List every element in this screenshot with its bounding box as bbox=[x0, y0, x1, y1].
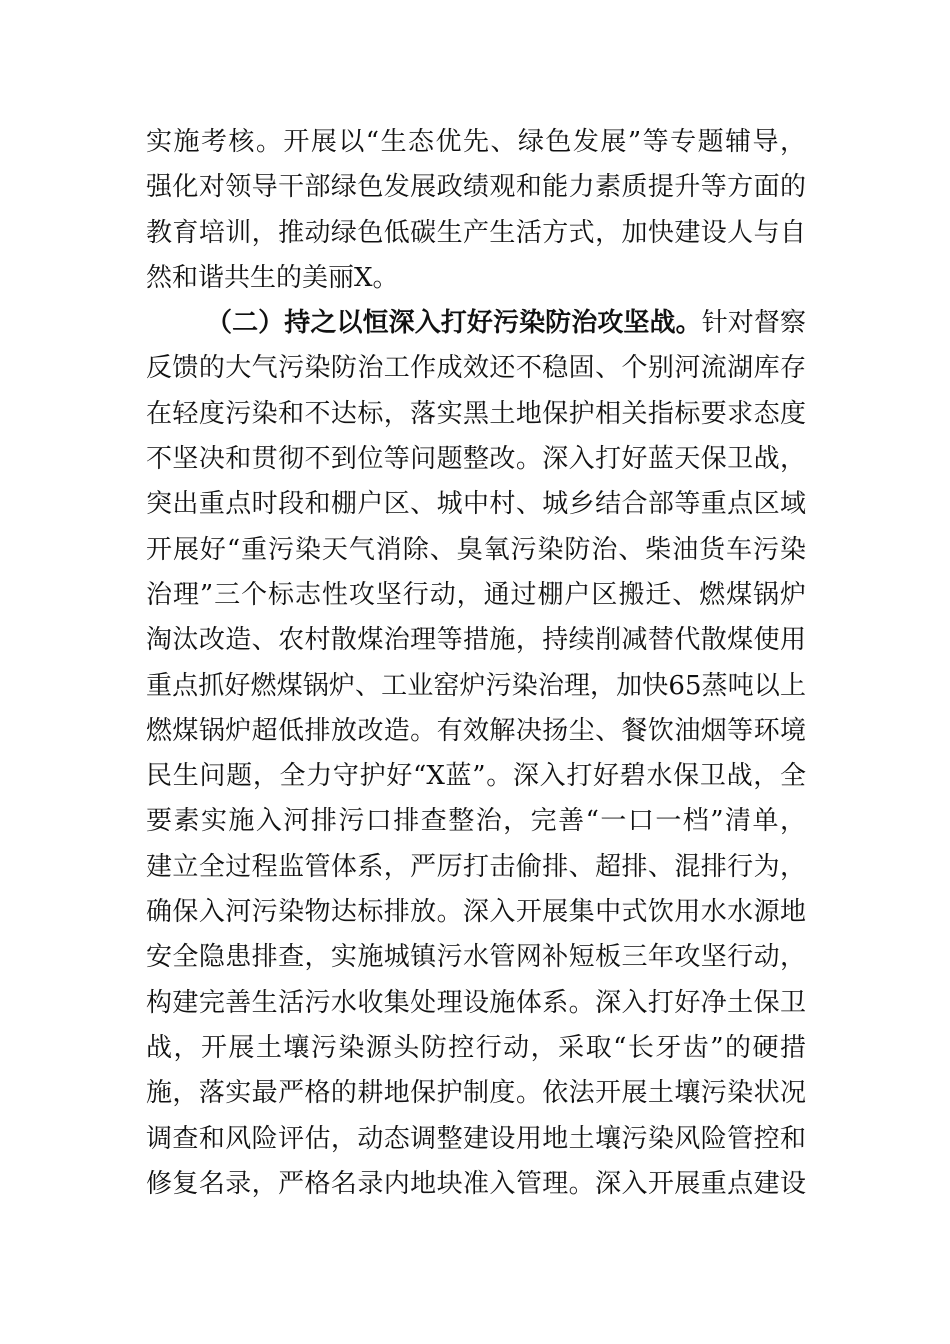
paragraph-first-line bbox=[146, 301, 806, 346]
text-line: 实施考核。开展以“生态优先、绿色发展”等专题辅导， bbox=[146, 127, 806, 157]
text-line: 要素实施入河排污口排查整治，完善“一口一档”清单， bbox=[146, 806, 806, 837]
text-line: 不坚决和贯彻不到位等问题整改。深入打好蓝天保卫战， bbox=[146, 444, 806, 475]
text-line: 战，开展土壤污染源头防控行动，采取“长牙齿”的硬措 bbox=[146, 1032, 806, 1063]
text-line: 然和谐共生的美丽X。 bbox=[146, 262, 399, 293]
section-heading: （二）持之以恒深入打好污染防治攻坚战。 bbox=[206, 308, 702, 339]
text-line: 建立全过程监管体系，严厉打击偷排、超排、混排行为， bbox=[146, 851, 806, 882]
text-line: 突出重点时段和棚户区、城中村、城乡结合部等重点区域 bbox=[146, 489, 806, 520]
text-line: 开展好“重污染天气消除、臭氧污染防治、柴油货车污染 bbox=[146, 534, 806, 565]
text-line: 淘汰改造、农村散煤治理等措施，持续削减替代散煤使用 bbox=[146, 625, 806, 656]
text-line: 民生问题，全力守护好“X蓝”。深入打好碧水保卫战，全 bbox=[146, 761, 806, 792]
text-line: 燃煤锅炉超低排放改造。有效解决扬尘、餐饮油烟等环境 bbox=[146, 715, 806, 746]
text-line: 修复名录，严格名录内地块准入管理。深入开展重点建设 bbox=[146, 1168, 806, 1199]
document-body bbox=[146, 120, 806, 1207]
paragraph-1 bbox=[146, 120, 806, 301]
text-line: 在轻度污染和不达标，落实黑土地保护相关指标要求态度 bbox=[146, 398, 806, 429]
text-line: 教育培训，推动绿色低碳生产生活方式，加快建设人与自 bbox=[146, 217, 806, 248]
text-line: 确保入河污染物达标排放。深入开展集中式饮用水水源地 bbox=[146, 897, 806, 928]
text-line: 安全隐患排查，实施城镇污水管网补短板三年攻坚行动， bbox=[146, 942, 806, 973]
text-line: 施，落实最严格的耕地保护制度。依法开展土壤污染状况 bbox=[146, 1078, 806, 1109]
text-line: 治理”三个标志性攻坚行动，通过棚户区搬迁、燃煤锅炉 bbox=[146, 579, 806, 610]
text-line: 反馈的大气污染防治工作成效还不稳固、个别河流湖库存 bbox=[146, 353, 806, 384]
text-line: 重点抓好燃煤锅炉、工业窑炉污染治理，加快65蒸吨以上 bbox=[146, 670, 806, 701]
text-line: 强化对领导干部绿色发展政绩观和能力素质提升等方面的 bbox=[146, 172, 806, 203]
text-run: 针对督察 bbox=[701, 308, 806, 339]
paragraph-2 bbox=[146, 301, 806, 1207]
text-line: 构建完善生活污水收集处理设施体系。深入打好净土保卫 bbox=[146, 987, 806, 1018]
text-line: 调查和风险评估，动态调整建设用地土壤污染风险管控和 bbox=[146, 1123, 806, 1154]
